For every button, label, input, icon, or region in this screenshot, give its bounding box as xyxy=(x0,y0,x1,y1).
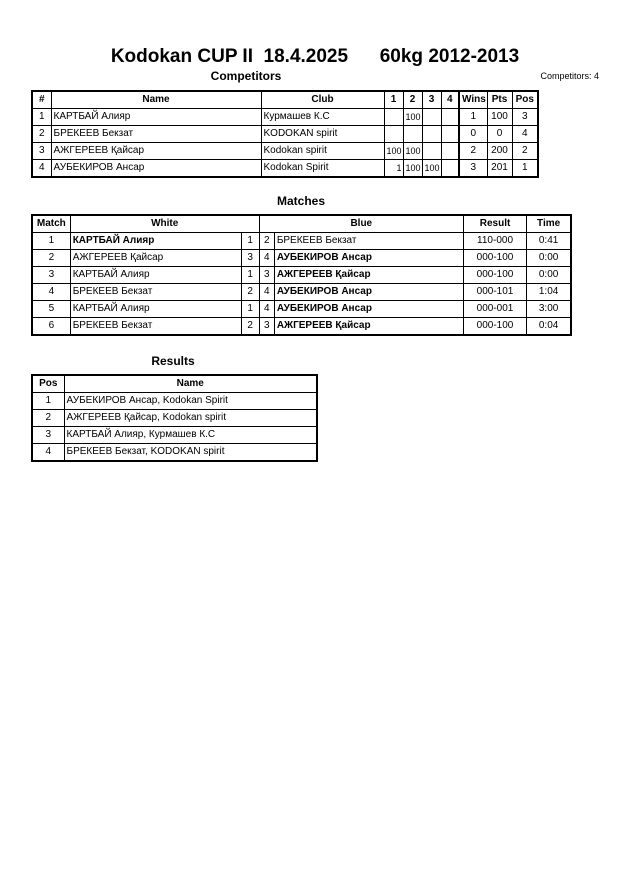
competitor-name: АУБЕКИРОВ Ансар xyxy=(51,160,261,178)
col-3: 3 xyxy=(422,91,441,109)
competitor-pos: 4 xyxy=(512,126,538,143)
col-club: Club xyxy=(261,91,384,109)
competitor-score-3 xyxy=(422,143,441,160)
competitor-number: 4 xyxy=(32,160,51,178)
competitor-score-1: 1 xyxy=(384,160,403,178)
match-result: 000-100 xyxy=(463,250,526,267)
match-time: 1:04 xyxy=(527,284,571,301)
match-time: 0:00 xyxy=(527,267,571,284)
match-blue-number: 3 xyxy=(259,318,274,336)
competitor-row xyxy=(32,109,538,126)
match-white-number: 3 xyxy=(241,250,259,267)
competitor-score-1: 100 xyxy=(384,143,403,160)
competitor-score-1 xyxy=(384,126,403,143)
competitor-score-2: 100 xyxy=(403,143,422,160)
competitor-score-4 xyxy=(441,143,459,160)
col-4: 4 xyxy=(441,91,459,109)
result-name: КАРТБАЙ Алияр, Курмашев К.С xyxy=(64,427,317,444)
match-white: КАРТБАЙ Алияр xyxy=(70,301,241,318)
competitor-score-3 xyxy=(422,126,441,143)
match-row xyxy=(32,318,571,336)
match-white: БРЕКЕЕВ Бекзат xyxy=(70,284,241,301)
competitor-number: 1 xyxy=(32,109,51,126)
result-pos: 1 xyxy=(32,393,64,410)
competitor-score-2: 100 xyxy=(403,160,422,178)
competitor-score-4 xyxy=(441,126,459,143)
match-white: АЖГЕРЕЕВ Қайсар xyxy=(70,250,241,267)
match-time: 0:00 xyxy=(527,250,571,267)
match-number: 4 xyxy=(32,284,70,301)
match-time: 0:41 xyxy=(527,233,571,250)
competitor-pos: 1 xyxy=(512,160,538,178)
result-row xyxy=(32,427,317,444)
competitor-club: KODOKAN spirit xyxy=(261,126,384,143)
competitor-wins: 2 xyxy=(459,143,487,160)
result-name: АЖГЕРЕЕВ Қайсар, Kodokan spirit xyxy=(64,410,317,427)
match-row xyxy=(32,233,571,250)
col-blue: Blue xyxy=(259,215,463,233)
match-number: 2 xyxy=(32,250,70,267)
col-2: 2 xyxy=(403,91,422,109)
competitor-pos: 3 xyxy=(512,109,538,126)
match-row xyxy=(32,284,571,301)
competitor-wins: 1 xyxy=(459,109,487,126)
result-row xyxy=(32,410,317,427)
match-number: 1 xyxy=(32,233,70,250)
match-row xyxy=(32,301,571,318)
result-pos: 3 xyxy=(32,427,64,444)
col-result: Result xyxy=(463,215,526,233)
matches-table xyxy=(31,214,572,336)
competitor-row xyxy=(32,143,538,160)
result-pos: 4 xyxy=(32,444,64,462)
match-result: 000-101 xyxy=(463,284,526,301)
col-name: Name xyxy=(64,375,317,393)
competitor-pts: 100 xyxy=(487,109,512,126)
col-pts: Pts xyxy=(487,91,512,109)
match-white-number: 1 xyxy=(241,233,259,250)
competitor-pts: 201 xyxy=(487,160,512,178)
match-white: КАРТБАЙ Алияр xyxy=(70,233,241,250)
col-number: # xyxy=(32,91,51,109)
match-blue-number: 4 xyxy=(259,250,274,267)
match-white-number: 1 xyxy=(241,301,259,318)
competitor-score-4 xyxy=(441,109,459,126)
match-blue-number: 3 xyxy=(259,267,274,284)
competitor-row xyxy=(32,126,538,143)
match-white: КАРТБАЙ Алияр xyxy=(70,267,241,284)
match-time: 0:04 xyxy=(527,318,571,336)
match-white: БРЕКЕЕВ Бекзат xyxy=(70,318,241,336)
competitors-count: Competitors: 4 xyxy=(540,71,599,81)
matches-heading: Matches xyxy=(276,194,326,208)
col-name: Name xyxy=(51,91,261,109)
col-wins: Wins xyxy=(459,91,487,109)
match-time: 3:00 xyxy=(527,301,571,318)
results-heading: Results xyxy=(151,354,195,368)
competitor-pts: 0 xyxy=(487,126,512,143)
result-row xyxy=(32,393,317,410)
match-result: 000-001 xyxy=(463,301,526,318)
match-blue: АУБЕКИРОВ Ансар xyxy=(274,250,463,267)
col-time: Time xyxy=(527,215,571,233)
competitor-row xyxy=(32,160,538,178)
match-number: 6 xyxy=(32,318,70,336)
match-row xyxy=(32,250,571,267)
col-white: White xyxy=(70,215,259,233)
match-result: 110-000 xyxy=(463,233,526,250)
col-1: 1 xyxy=(384,91,403,109)
col-pos: Pos xyxy=(512,91,538,109)
match-number: 5 xyxy=(32,301,70,318)
col-pos: Pos xyxy=(32,375,64,393)
competitor-wins: 3 xyxy=(459,160,487,178)
competitor-pts: 200 xyxy=(487,143,512,160)
result-name: БРЕКЕЕВ Бекзат, KODOKAN spirit xyxy=(64,444,317,462)
result-row xyxy=(32,444,317,462)
competitor-score-3 xyxy=(422,109,441,126)
competitor-score-4 xyxy=(441,160,459,178)
match-blue: АЖГЕРЕЕВ Қайсар xyxy=(274,318,463,336)
result-name: АУБЕКИРОВ Ансар, Kodokan Spirit xyxy=(64,393,317,410)
match-blue-number: 4 xyxy=(259,284,274,301)
competitor-name: КАРТБАЙ Алияр xyxy=(51,109,261,126)
match-blue-number: 4 xyxy=(259,301,274,318)
competitor-name: БРЕКЕЕВ Бекзат xyxy=(51,126,261,143)
results-header-row xyxy=(32,375,317,393)
competitor-wins: 0 xyxy=(459,126,487,143)
result-pos: 2 xyxy=(32,410,64,427)
matches-header-row xyxy=(32,215,571,233)
competitor-club: Kodokan Spirit xyxy=(261,160,384,178)
match-blue: АЖГЕРЕЕВ Қайсар xyxy=(274,267,463,284)
competitor-number: 3 xyxy=(32,143,51,160)
competitor-number: 2 xyxy=(32,126,51,143)
match-white-number: 2 xyxy=(241,284,259,301)
match-blue: АУБЕКИРОВ Ансар xyxy=(274,284,463,301)
page-title: Kodokan CUP II 18.4.2025 60kg 2012-2013 xyxy=(110,46,520,67)
competitors-table xyxy=(31,90,539,178)
match-blue-number: 2 xyxy=(259,233,274,250)
competitors-heading: Competitors xyxy=(210,69,282,83)
competitor-score-1 xyxy=(384,109,403,126)
match-blue: АУБЕКИРОВ Ансар xyxy=(274,301,463,318)
match-result: 000-100 xyxy=(463,267,526,284)
competitors-header-row xyxy=(32,91,538,109)
match-white-number: 2 xyxy=(241,318,259,336)
match-white-number: 1 xyxy=(241,267,259,284)
col-match: Match xyxy=(32,215,70,233)
competitor-club: Курмашев К.С xyxy=(261,109,384,126)
match-number: 3 xyxy=(32,267,70,284)
match-blue: БРЕКЕЕВ Бекзат xyxy=(274,233,463,250)
match-row xyxy=(32,267,571,284)
match-result: 000-100 xyxy=(463,318,526,336)
competitor-score-2: 100 xyxy=(403,109,422,126)
competitor-score-3: 100 xyxy=(422,160,441,178)
competitor-pos: 2 xyxy=(512,143,538,160)
results-table xyxy=(31,374,318,462)
competitor-score-2 xyxy=(403,126,422,143)
competitor-name: АЖГЕРЕЕВ Қайсар xyxy=(51,143,261,160)
competitor-club: Kodokan spirit xyxy=(261,143,384,160)
